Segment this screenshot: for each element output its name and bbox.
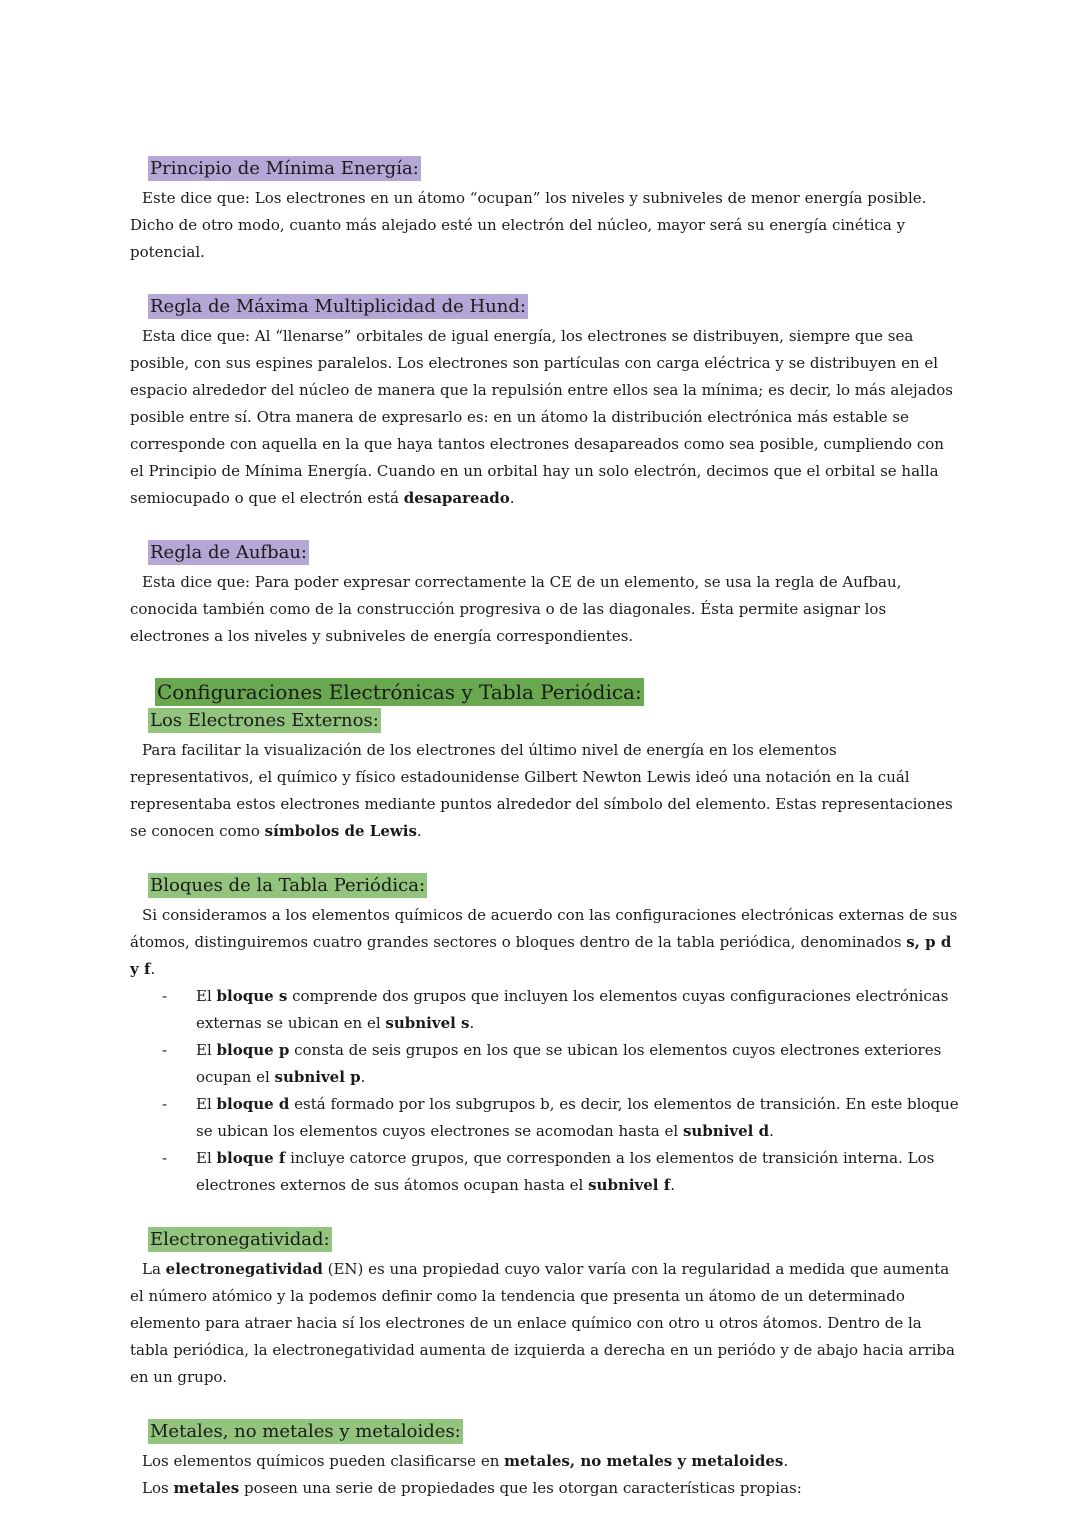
heading-minima-energia: Principio de Mínima Energía: [150, 158, 419, 179]
section-hund [130, 294, 960, 512]
section-configuraciones [130, 678, 960, 706]
section-minima-energia [130, 156, 960, 266]
paragraph-minima-energia: Este dice que: Los electrones en un átomo “ocupan” los niveles y subniveles de menor energía posible. Dicho de otro modo, cuanto más alejado esté un electrón del núcleo, mayor será su energía cinética y potencial. [130, 189, 927, 261]
paragraph-metales-1: Los elementos químicos pueden clasificarse en metales, no metales y metaloides. [142, 1452, 789, 1470]
heading-aufbau: Regla de Aufbau: [150, 542, 307, 563]
paragraph-bloques: Si consideramos a los elementos químicos de acuerdo con las configuraciones electrónicas externas de sus átomos, distinguiremos cuatro grandes sectores o bloques dentro de la tabla periódica, denominados s, p d y f. [130, 906, 958, 978]
paragraph-metales-2: Los metales poseen una serie de propiedades que les otorgan características propias: [142, 1479, 802, 1497]
section-metales [130, 1419, 960, 1502]
section-electronegatividad [130, 1227, 960, 1391]
list-item-bloque-d: - El bloque d está formado por los subgrupos b, es decir, los elementos de transición. En este bloque se ubican los elementos cuyos electrones se acomodan hasta el subnivel d. [162, 1095, 959, 1140]
heading-electronegatividad: Electronegatividad: [150, 1229, 330, 1250]
list-item-bloque-p: - El bloque p consta de seis grupos en los que se ubican los elementos cuyos electrones exteriores ocupan el subnivel p. [162, 1041, 942, 1086]
paragraph-aufbau: Esta dice que: Para poder expresar correctamente la CE de un elemento, se usa la regla de Aufbau, conocida también como de la construcción progresiva o de las diagonales. Ésta permite asignar los electrones a los niveles y subniveles de energía correspondientes. [130, 573, 902, 645]
list-item-bloque-s: - El bloque s comprende dos grupos que incluyen los elementos cuyas configuraciones electrónicas externas se ubican en el subnivel s. [162, 987, 949, 1032]
heading-hund: Regla de Máxima Multiplicidad de Hund: [150, 296, 526, 317]
paragraph-hund: Esta dice que: Al “llenarse” orbitales de igual energía, los electrones se distribuyen, siempre que sea posible, con sus espines paralelos. Los electrones son partículas con carga eléctrica y se distribuyen en el espacio alrededor del núcleo de manera que la repulsión entre ellos sea la mínima; es decir, lo más alejados posible entre sí. Otra manera de expresarlo es: en un átomo la distribución electrónica más estable se corresponde con aquella en la que haya tantos electrones desapareados como sea posible, cumpliendo con el Principio de Mínima Energía. Cuando en un orbital hay un solo electrón, decimos que el orbital se halla semiocupado o que el electrón está desapareado. [130, 327, 953, 507]
bloques-list [130, 983, 960, 1199]
heading-electrones-externos: Los Electrones Externos: [150, 710, 379, 731]
document-page [130, 156, 960, 1530]
list-item-bloque-f: - El bloque f incluye catorce grupos, que corresponden a los elementos de transición interna. Los electrones externos de sus átomos ocupan hasta el subnivel f. [162, 1149, 935, 1194]
paragraph-electrones-externos: Para facilitar la visualización de los electrones del último nivel de energía en los elementos representativos, el químico y físico estadounidense Gilbert Newton Lewis ideó una notación en la cuál representaba estos electrones mediante puntos alrededor del símbolo del elemento. Estas representaciones se conocen como símbolos de Lewis. [130, 741, 953, 840]
section-aufbau [130, 540, 960, 650]
heading-configuraciones: Configuraciones Electrónicas y Tabla Periódica: [157, 680, 642, 704]
section-electrones-externos [130, 706, 960, 845]
heading-metales: Metales, no metales y metaloides: [150, 1421, 461, 1442]
section-bloques [130, 873, 960, 1199]
paragraph-electronegatividad: La electronegatividad (EN) es una propiedad cuyo valor varía con la regularidad a medida que aumenta el número atómico y la podemos definir como la tendencia que presenta un átomo de un determinado elemento para atraer hacia sí los electrones de un enlace químico con otro u otros átomos. Dentro de la tabla periódica, la electronegatividad aumenta de izquierda a derecha en un periódo y de abajo hacia arriba en un grupo. [130, 1260, 955, 1386]
heading-bloques: Bloques de la Tabla Periódica: [150, 875, 426, 896]
